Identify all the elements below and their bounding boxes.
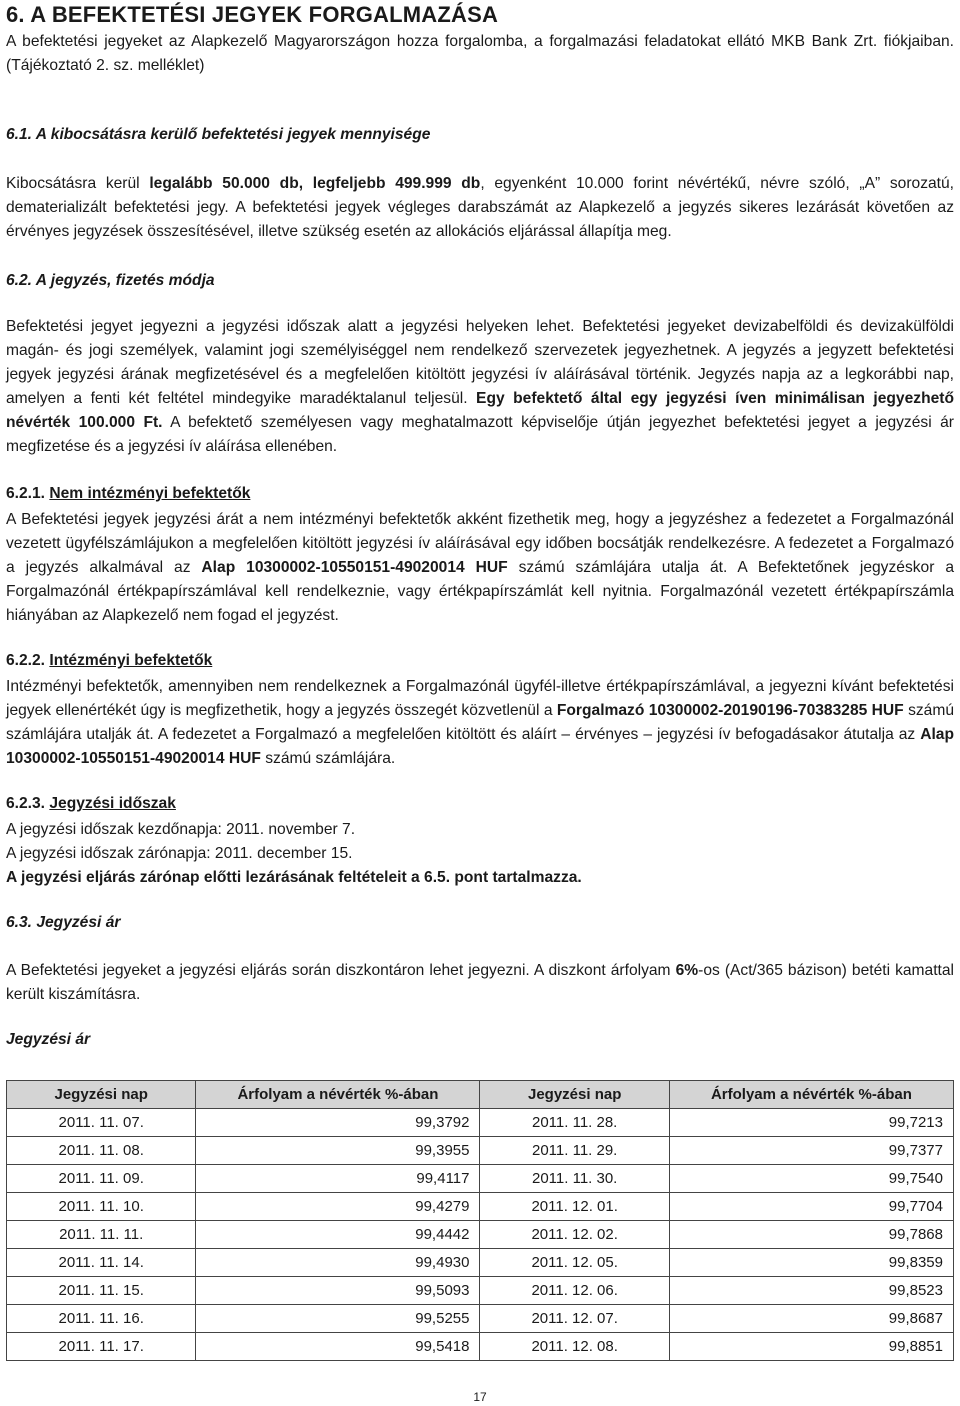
price-cell: 99,5093 [196,1277,480,1305]
date-cell: 2011. 11. 09. [7,1165,196,1193]
price-cell: 99,8359 [669,1249,953,1277]
price-table-title: Jegyzési ár [6,1031,91,1048]
page-title: 6. A BEFEKTETÉSI JEGYEK FORGALMAZÁSA [6,2,499,27]
date-cell: 2011. 12. 07. [480,1305,669,1333]
date-cell: 2011. 11. 16. [7,1305,196,1333]
price-cell: 99,7868 [669,1221,953,1249]
header-date-1: Jegyzési nap [7,1081,196,1109]
section-6-2-1-heading: 6.2.1. Nem intézményi befektetők [6,485,251,502]
price-cell: 99,4117 [196,1165,480,1193]
date-cell: 2011. 11. 08. [7,1137,196,1165]
price-cell: 99,7704 [669,1193,953,1221]
subscription-closing-note: A jegyzési eljárás zárónap előtti lezárásának feltételeit a 6.5. pont tartalmazza. [6,869,582,886]
date-cell: 2011. 12. 05. [480,1249,669,1277]
price-cell: 99,7377 [669,1137,953,1165]
date-cell: 2011. 11. 15. [7,1277,196,1305]
header-price-2: Árfolyam a névérték %-ában [669,1081,953,1109]
table-row [7,1193,954,1221]
date-cell: 2011. 11. 28. [480,1109,669,1137]
page-number: 17 [473,1390,487,1404]
section-6-1-heading: 6.1. A kibocsátásra kerülő befektetési jegyek mennyisége [6,126,431,143]
date-cell: 2011. 12. 01. [480,1193,669,1221]
table-row [7,1249,954,1277]
section-6-2-1-paragraph: A Befektetési jegyek jegyzési árát a nem intézményi befektetők akként fizethetik meg, hogy a jegyzéshez a fedezetet a Forgalmazónál vezetett ügyfélszámlájukon a megfelelően kitöltött jegyzési ív aláírásával egy időben bocsátják rendelkezésre. A fedezetet a Forgalmazó a jegyzés alkalmával az Alap 10300002-10550151-49020014 HUF számú számlájára utalja át. A Befektetőnek jegyzéskor a Forgalmazónál értékpapírszámlával kell rendelkeznie, vagy értékpapírszámlát kell nyitnia. Forgalmazónál vezetett értékpapírszámla hiányában az Alapkezelő nem fogad el jegyzést. [6,511,955,624]
date-cell: 2011. 11. 29. [480,1137,669,1165]
header-price-1: Árfolyam a névérték %-ában [196,1081,480,1109]
table-row [7,1305,954,1333]
section-6-3-heading: 6.3. Jegyzési ár [6,914,121,931]
header-date-2: Jegyzési nap [480,1081,669,1109]
price-cell: 99,4930 [196,1249,480,1277]
date-cell: 2011. 11. 17. [7,1333,196,1361]
price-cell: 99,8523 [669,1277,953,1305]
price-cell: 99,7213 [669,1109,953,1137]
table-row [7,1137,954,1165]
section-6-3-paragraph: A Befektetési jegyeket a jegyzési eljárás során diszkontáron lehet jegyezni. A diszkont árfolyam 6%-os (Act/365 bázison) betéti kamattal került kiszámításra. [6,962,955,1003]
table-row [7,1165,954,1193]
subscription-end-date: A jegyzési időszak zárónapja: 2011. december 15. [6,845,353,862]
table-row [7,1277,954,1305]
price-cell: 99,8851 [669,1333,953,1361]
section-6-1-paragraph: Kibocsátásra kerül legalább 50.000 db, legfeljebb 499.999 db, egyenként 10.000 forint névértékű, névre szóló, „A” sorozatú, dematerializált befektetési jegy. A befektetési jegyek végleges darabszámát az Alapkezelő a jegyzés sikeres lezárását követően az érvényes jegyzések összesítésével, illetve szükség esetén az allokációs eljárással állapítja meg. [6,175,954,240]
table-row [7,1333,954,1361]
price-cell: 99,7540 [669,1165,953,1193]
date-cell: 2011. 12. 06. [480,1277,669,1305]
table-header-row [7,1081,954,1109]
price-cell: 99,5418 [196,1333,480,1361]
date-cell: 2011. 11. 30. [480,1165,669,1193]
section-6-2-3-heading: 6.2.3. Jegyzési időszak [6,795,176,812]
price-cell: 99,3792 [196,1109,480,1137]
section-6-2-heading: 6.2. A jegyzés, fizetés módja [6,272,215,289]
date-cell: 2011. 11. 10. [7,1193,196,1221]
date-cell: 2011. 11. 11. [7,1221,196,1249]
price-cell: 99,5255 [196,1305,480,1333]
date-cell: 2011. 11. 14. [7,1249,196,1277]
price-table [6,1080,954,1361]
date-cell: 2011. 12. 08. [480,1333,669,1361]
section-6-2-2-heading: 6.2.2. Intézményi befektetők [6,652,213,669]
price-cell: 99,4279 [196,1193,480,1221]
subscription-start-date: A jegyzési időszak kezdőnapja: 2011. november 7. [6,821,356,838]
section-6-2-paragraph: Befektetési jegyet jegyezni a jegyzési időszak alatt a jegyzési helyeken lehet. Befektetési jegyeket devizabelföldi és devizakülföldi magán- és jogi személyek, valamint jogi személyiséggel nem rendelkező szervezetek jegyezhetnek. A jegyzés a jegyzett befektetési jegyek jegyzési árának megfizetésével és a megfelelően kitöltött jegyzési ív aláírásával történik. Jegyzés napja az a legkorábbi nap, amelyen a fenti két feltétel mindegyike maradéktalanul teljesül. Egy befektető által egy jegyzési íven minimálisan jegyezhető névérték 100.000 Ft. A befektető személyesen vagy meghatalmazott képviselője útján jegyezhet befektetési jegyet a jegyzési ár megfizetése és a jegyzési ív aláírása ellenében. [6,318,954,455]
table-row [7,1221,954,1249]
date-cell: 2011. 12. 02. [480,1221,669,1249]
price-cell: 99,3955 [196,1137,480,1165]
section-6-2-2-paragraph: Intézményi befektetők, amennyiben nem rendelkeznek a Forgalmazónál ügyfél-illetve értékpapírszámlával, a jegyezni kívánt befektetési jegyek ellenértékét úgy is megfizethetik, hogy a jegyzés összegét közvetlenül a Forgalmazó 10300002-20190196-70383285 HUF számú számlájára utalják át. A fedezetet a Forgalmazó a megfelelően kitöltött és aláírt – érvényes – jegyzési ív befogadásakor átutalja az Alap 10300002-10550151-49020014 HUF számú számlájára. [6,678,955,767]
table-row [7,1109,954,1137]
intro-paragraph: A befektetési jegyeket az Alapkezelő Magyarországon hozza forgalomba, a forgalmazási feladatokat ellátó MKB Bank Zrt. fiókjaiban. (Tájékoztató 2. sz. melléklet) [6,33,954,74]
price-cell: 99,8687 [669,1305,953,1333]
date-cell: 2011. 11. 07. [7,1109,196,1137]
price-cell: 99,4442 [196,1221,480,1249]
